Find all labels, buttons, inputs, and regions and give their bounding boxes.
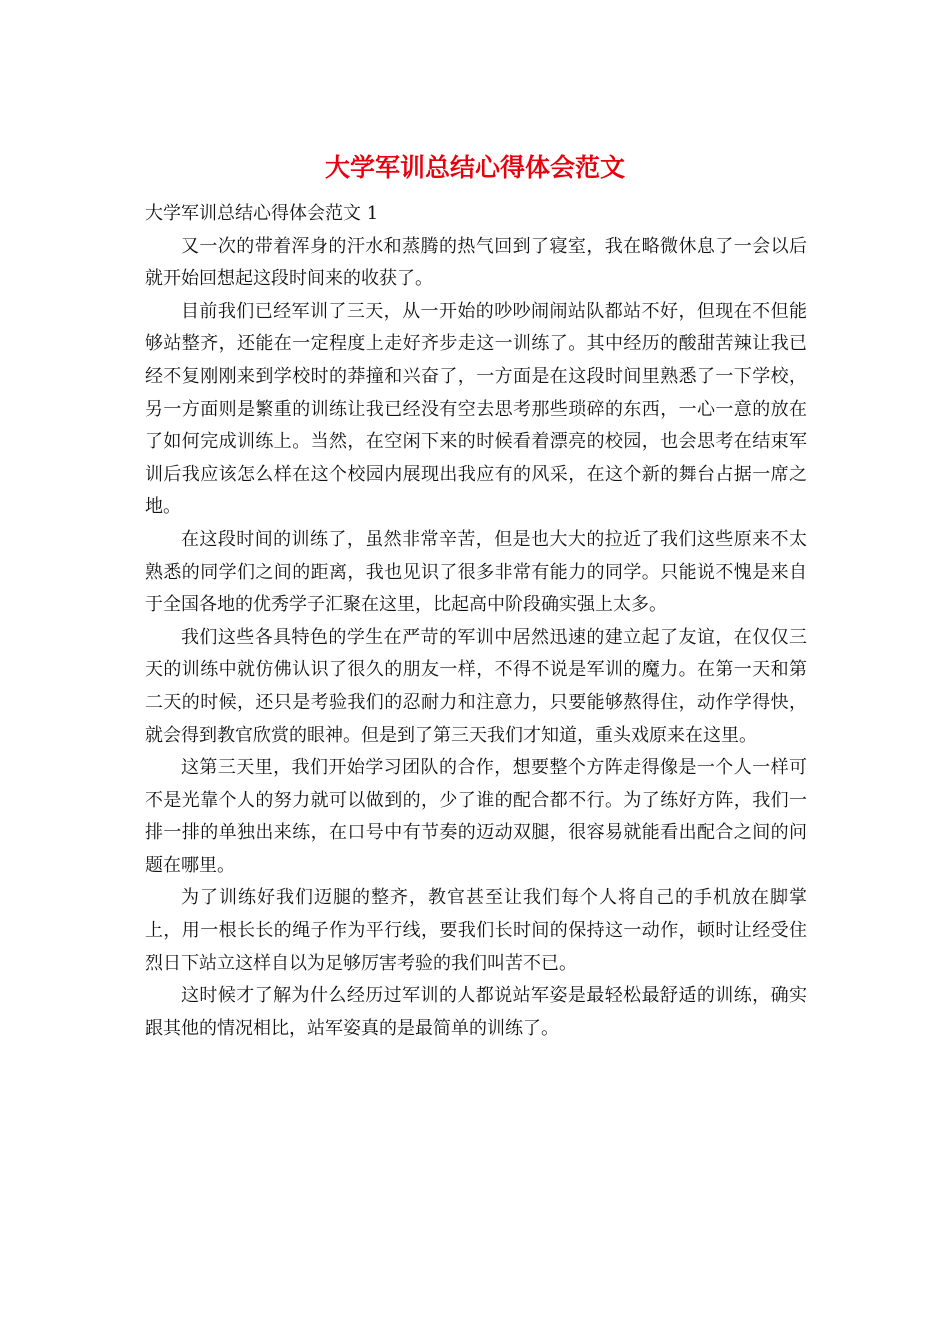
paragraph-1: 又一次的带着浑身的汗水和蒸腾的热气回到了寝室，我在略微休息了一会以后就开始回想起这段时间来的收获了。 [145, 235, 807, 290]
paragraph-2: 目前我们已经军训了三天，从一开始的吵吵闹闹站队都站不好，但现在不但能够站整齐，还能在一定程度上走好齐步走这一训练了。其中经历的酸甜苦辣让我已经不复刚刚来到学校时的莽撞和兴奋了，一方面是在这段时间里熟悉了一下学校，另一方面则是繁重的训练让我已经没有空去思考那些琐碎的东西，一心一意的放在了如何完成训练上。当然，在空闲下来的时候看着漂亮的校园，也会思考在结束军训后我应该怎么样在这个校园内展现出我应有的风采，在这个新的舞台占据一席之地。 [145, 300, 807, 518]
paragraph-3: 在这段时间的训练了，虽然非常辛苦，但是也大大的拉近了我们这些原来不太熟悉的同学们之间的距离，我也见识了很多非常有能力的同学。只能说不愧是来自于全国各地的优秀学子汇聚在这里，比起高中阶段确实强上太多。 [145, 528, 807, 616]
paragraph-4: 我们这些各具特色的学生在严苛的军训中居然迅速的建立起了友谊，在仅仅三天的训练中就仿佛认识了很久的朋友一样，不得不说是军训的魔力。在第一天和第二天的时候，还只是考验我们的忍耐力和注意力，只要能够熬得住，动作学得快，就会得到教官欣赏的眼神。但是到了第三天我们才知道，重头戏原来在这里。 [145, 626, 807, 746]
paragraph-7: 这时候才了解为什么经历过军训的人都说站军姿是最轻松最舒适的训练，确实跟其他的情况相比，站军姿真的是最简单的训练了。 [145, 985, 807, 1039]
document-title: 大学军训总结心得体会范文 [324, 153, 625, 182]
paragraph-6: 为了训练好我们迈腿的整齐，教官甚至让我们每个人将自己的手机放在脚掌上，用一根长长的绳子作为平行线，要我们长时间的保持这一动作，顿时让经受住烈日下站立这样自以为足够厉害考验的我们叫苦不已。 [145, 887, 807, 974]
section-heading: 大学军训总结心得体会范文 1 [145, 203, 379, 224]
paragraph-5: 这第三天里，我们开始学习团队的合作，想要整个方阵走得像是一个人一样可不是光靠个人的努力就可以做到的，少了谁的配合都不行。为了练好方阵，我们一排一排的单独出来练，在口号中有节奏的迈动双腿，很容易就能看出配合之间的问题在哪里。 [145, 757, 807, 876]
document-body [145, 198, 807, 1045]
